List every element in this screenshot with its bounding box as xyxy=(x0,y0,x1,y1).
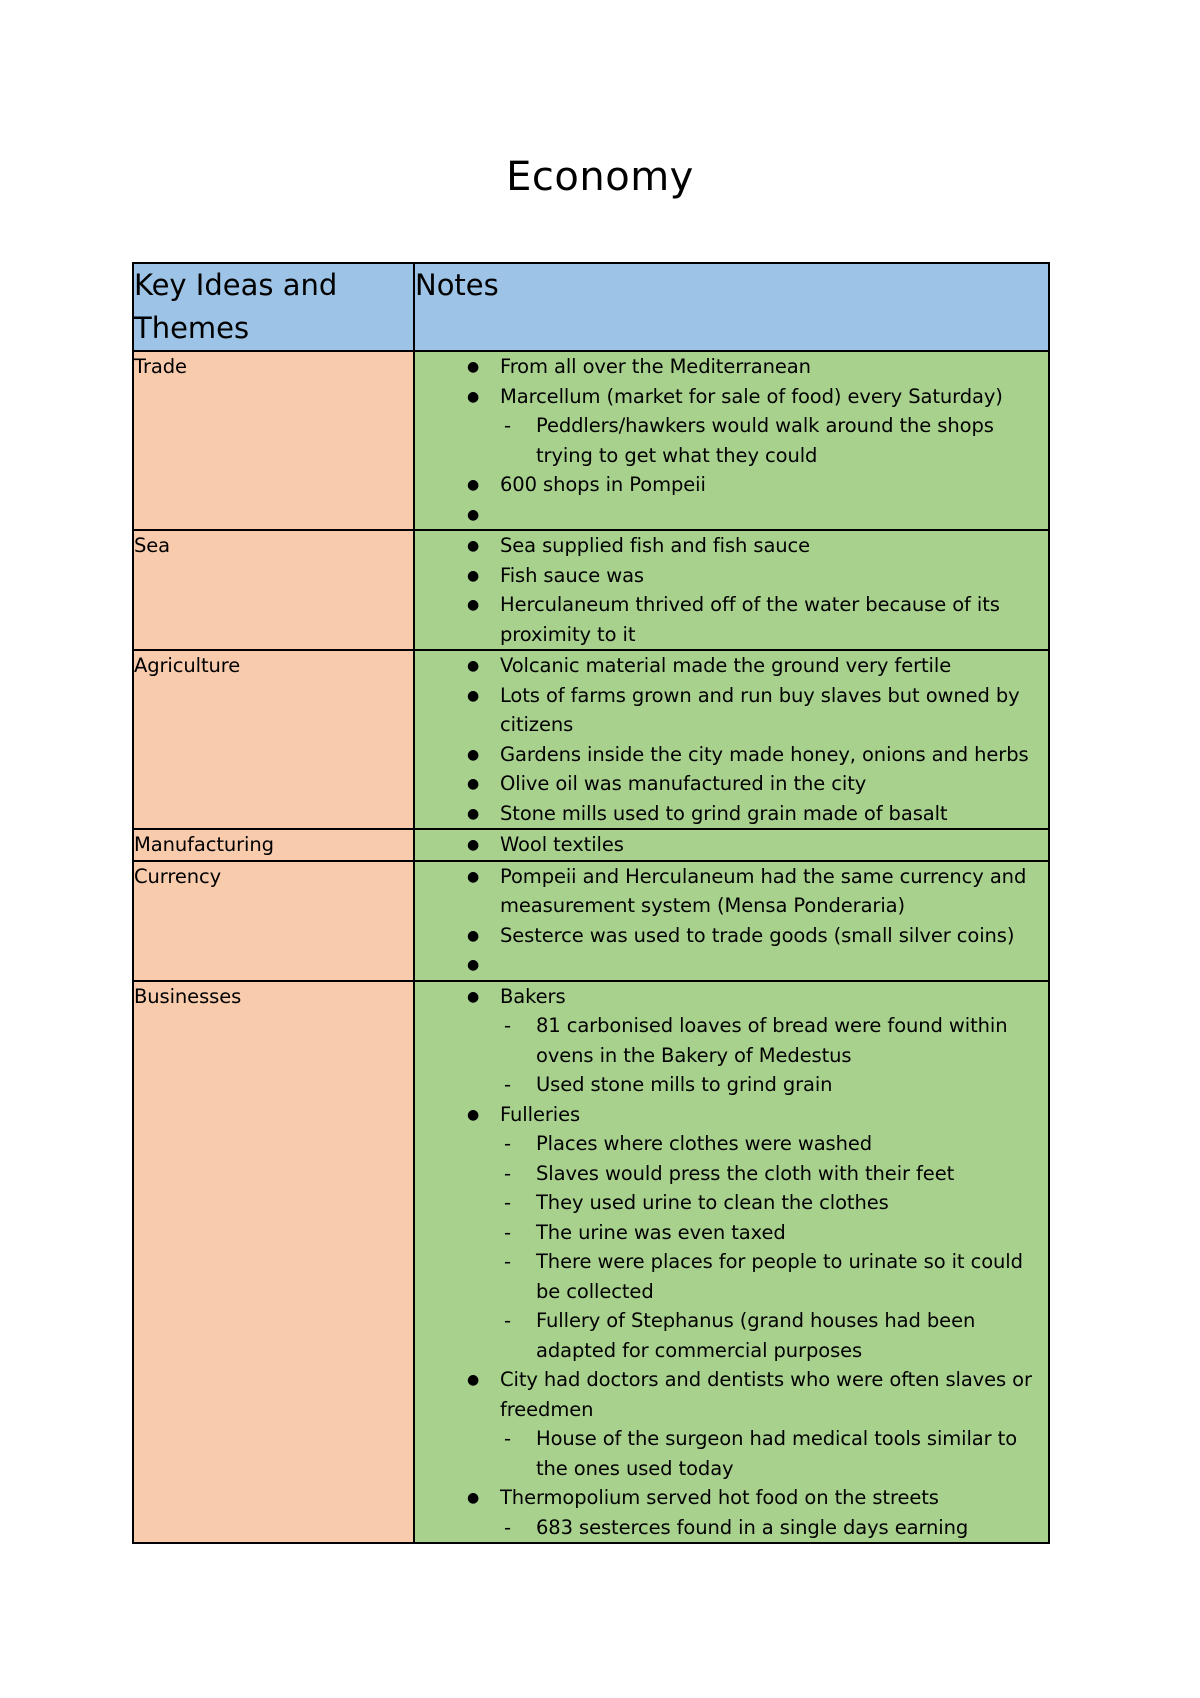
table-row xyxy=(133,861,1049,981)
bullet-icon: ● xyxy=(467,388,480,405)
note-text: 81 carbonised loaves of bread were found within ovens in the Bakery of Medestus xyxy=(536,1014,1008,1067)
bullet-icon: ● xyxy=(467,957,480,973)
note-text: Volcanic material made the ground very fertile xyxy=(500,654,952,677)
bullet-icon: ● xyxy=(467,776,480,792)
bullet-item xyxy=(415,382,1048,412)
sub-item xyxy=(415,1011,1048,1070)
note-text xyxy=(500,953,506,976)
bullet-item xyxy=(415,921,1048,951)
note-text: Lots of farms grown and run buy slaves but owned by citizens xyxy=(500,683,1020,736)
note-text: Gardens inside the city made honey, onions and herbs xyxy=(500,742,1029,766)
bullet-icon: ● xyxy=(467,927,480,944)
bullet-icon: ● xyxy=(467,597,480,613)
bullet-icon: ● xyxy=(467,538,480,554)
note-text: Marcellum (market for sale of food) every Saturday) xyxy=(500,384,1003,408)
dash-icon: - xyxy=(504,1250,511,1273)
dash-icon: - xyxy=(504,1161,511,1185)
bullet-item xyxy=(415,651,1048,681)
bullet-item xyxy=(415,1483,1048,1513)
note-text: House of the surgeon had medical tools similar to the ones used today xyxy=(536,1427,1018,1480)
bullet-icon: ● xyxy=(467,868,480,885)
table-row xyxy=(133,530,1049,650)
bullet-item xyxy=(415,950,1048,980)
bullet-item xyxy=(415,799,1048,829)
table-header-row xyxy=(133,263,1049,351)
sub-item xyxy=(415,1070,1048,1100)
bullet-icon: ● xyxy=(467,506,480,523)
bullet-icon: ● xyxy=(467,658,480,674)
note-text: Used stone mills to grind grain xyxy=(536,1073,833,1096)
table-row xyxy=(133,829,1049,861)
note-text: City had doctors and dentists who were often slaves or freedmen xyxy=(500,1368,1032,1421)
bullet-item xyxy=(415,531,1048,561)
dash-icon: - xyxy=(504,414,511,437)
sub-item xyxy=(415,411,1048,470)
note-text: Olive oil was manufactured in the city xyxy=(500,772,867,795)
bullet-item xyxy=(415,1100,1048,1130)
bullet-icon: ● xyxy=(467,746,480,763)
bullet-icon: ● xyxy=(467,837,480,853)
theme-cell: Manufacturing xyxy=(133,829,414,861)
bullet-icon: ● xyxy=(467,477,480,493)
bullet-icon: ● xyxy=(467,687,480,704)
dash-icon: - xyxy=(504,1220,511,1244)
dash-icon: - xyxy=(504,1014,511,1037)
bullet-icon: ● xyxy=(467,359,480,375)
theme-cell: Currency xyxy=(133,861,414,981)
notes-cell xyxy=(414,530,1049,650)
note-text: There were places for people to urinate so it could be collected xyxy=(536,1250,1023,1303)
page-title: Economy xyxy=(506,154,694,200)
sub-item xyxy=(415,1306,1048,1365)
sub-item xyxy=(415,1513,1048,1543)
note-text: Slaves would press the cloth with their feet xyxy=(536,1161,955,1185)
bullet-item xyxy=(415,352,1048,382)
note-text: Pompeii and Herculaneum had the same currency and measurement system (Mensa Ponderaria) xyxy=(500,864,1027,917)
note-text: Herculaneum thrived off of the water because of its proximity to it xyxy=(500,593,1000,646)
sub-item xyxy=(415,1424,1048,1483)
bullet-icon: ● xyxy=(467,805,480,822)
economy-notes-table xyxy=(132,262,1050,1544)
bullet-icon: ● xyxy=(467,1490,480,1506)
notes-cell xyxy=(414,861,1049,981)
bullet-icon: ● xyxy=(467,1372,480,1388)
note-text: Fish sauce was xyxy=(500,563,644,587)
note-text: Places where clothes were washed xyxy=(536,1132,873,1155)
notes-cell xyxy=(414,650,1049,829)
bullet-item xyxy=(415,681,1048,740)
header-notes: Notes xyxy=(414,263,1049,351)
header-key-ideas-and-themes: Key Ideas and Themes xyxy=(133,263,414,351)
notes-cell xyxy=(414,981,1049,1544)
table-body xyxy=(133,351,1049,1543)
theme-cell: Agriculture xyxy=(133,650,414,829)
bullet-item xyxy=(415,862,1048,921)
note-text: Stone mills used to grind grain made of basalt xyxy=(500,801,948,825)
note-text: Fullery of Stephanus (grand houses had been adapted for commercial purposes xyxy=(536,1309,976,1362)
notes-cell xyxy=(414,829,1049,861)
table-row xyxy=(133,351,1049,530)
note-text: Bakers xyxy=(500,984,566,1008)
bullet-item xyxy=(415,500,1048,530)
bullet-item xyxy=(415,982,1048,1012)
bullet-item xyxy=(415,830,1048,860)
bullet-item xyxy=(415,470,1048,500)
bullet-icon: ● xyxy=(467,988,480,1005)
note-text: Thermopolium served hot food on the streets xyxy=(500,1486,939,1509)
sub-item xyxy=(415,1129,1048,1159)
bullet-item xyxy=(415,769,1048,799)
dash-icon: - xyxy=(504,1132,511,1155)
theme-cell: Sea xyxy=(133,530,414,650)
bullet-item xyxy=(415,740,1048,770)
sub-item xyxy=(415,1159,1048,1189)
bullet-item xyxy=(415,1365,1048,1424)
note-text: From all over the Mediterranean xyxy=(500,355,811,378)
note-text: Sea supplied fish and fish sauce xyxy=(500,534,811,557)
note-text: 683 sesterces found in a single days earning xyxy=(536,1515,969,1539)
table-row xyxy=(133,981,1049,1544)
note-text: Sesterce was used to trade goods (small silver coins) xyxy=(500,923,1015,947)
theme-cell: Businesses xyxy=(133,981,414,1544)
theme-cell: Trade xyxy=(133,351,414,530)
sub-item xyxy=(415,1188,1048,1218)
note-text: Fulleries xyxy=(500,1102,581,1126)
dash-icon: - xyxy=(504,1515,511,1539)
dash-icon: - xyxy=(504,1427,511,1450)
note-text xyxy=(500,503,506,526)
note-text: Peddlers/hawkers would walk around the shops trying to get what they could xyxy=(536,414,994,467)
note-text: The urine was even taxed xyxy=(536,1220,786,1244)
notes-cell xyxy=(414,351,1049,530)
bullet-icon: ● xyxy=(467,1106,480,1123)
dash-icon: - xyxy=(504,1191,511,1214)
bullet-item xyxy=(415,561,1048,591)
dash-icon: - xyxy=(504,1073,511,1096)
note-text: They used urine to clean the clothes xyxy=(536,1191,889,1214)
dash-icon: - xyxy=(504,1309,511,1332)
table-row xyxy=(133,650,1049,829)
note-text: Wool textiles xyxy=(500,833,624,856)
bullet-icon: ● xyxy=(467,567,480,584)
sub-item xyxy=(415,1247,1048,1306)
sub-item xyxy=(415,1218,1048,1248)
bullet-item xyxy=(415,590,1048,649)
note-text: 600 shops in Pompeii xyxy=(500,473,706,496)
